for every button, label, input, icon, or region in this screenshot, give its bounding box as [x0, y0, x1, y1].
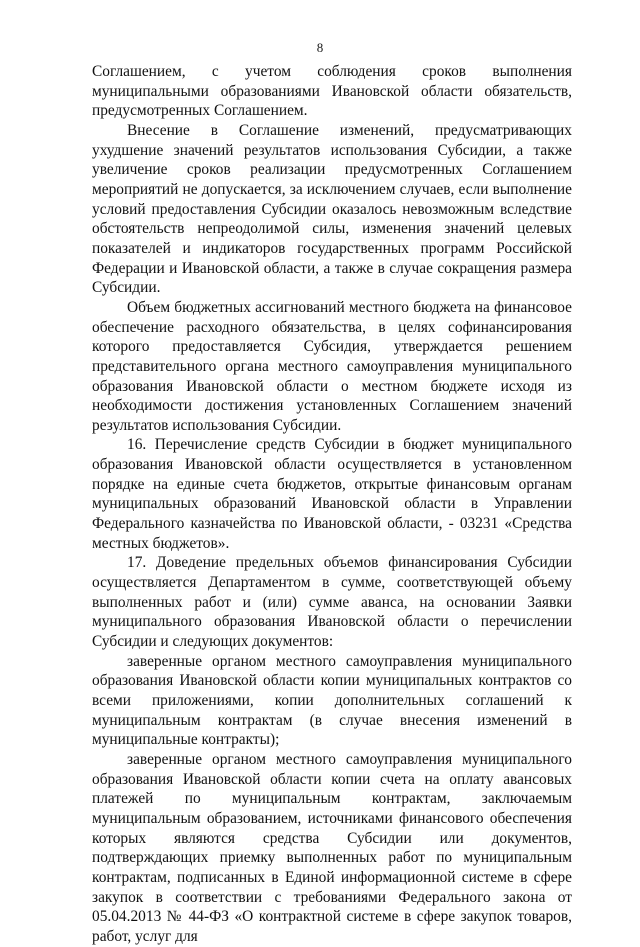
document-body: [92, 62, 572, 947]
paragraph-2: Внесение в Соглашение изменений, предусматривающих ухудшение значений результатов использования Субсидии, а также увеличение сроков реализации предусмотренных Соглашением мероприятий не допускается, за исключением случаев, если выполнение условий предоставления Субсидии оказалось невозможным вследствие обстоятельств непреодолимой силы, изменения значений целевых показателей и индикаторов государственных программ Российской Федерации и Ивановской области, а также в случае сокращения размера Субсидии.: [92, 121, 572, 297]
paragraph-3: Объем бюджетных ассигнований местного бюджета на финансовое обеспечение расходного обязательства, в целях софинансирования которого предоставляется Субсидия, утверждается решением представительного органа местного самоуправления муниципального образования Ивановской области о местном бюджете исходя из необходимости достижения установленных Соглашением значений результатов использования Субсидии.: [92, 298, 572, 434]
paragraph-item-17: 17. Доведение предельных объемов финансирования Субсидии осуществляется Департаментом в сумме, соответствующей объему выполненных работ и (или) сумме аванса, на основании Заявки муниципального образования Ивановской области о перечислении Субсидии и следующих документов:: [92, 554, 572, 651]
paragraph-contracts-copies: заверенные органом местного самоуправления муниципального образования Ивановской области копии муниципальных контрактов со всеми приложениями, копии дополнительных соглашений к муниципальным контрактам (в случае внесения изменений в муниципальные контракты);: [92, 652, 572, 749]
page-number: 8: [316, 40, 324, 55]
paragraph-item-16: 16. Перечисление средств Субсидии в бюджет муниципального образования Ивановской области осуществляется в установленном порядке на единые счета бюджетов, открытые финансовым органам муниципальных образований Ивановской области в Управлении Федерального казначейства по Ивановской области, - 03231 «Средства местных бюджетов».: [92, 436, 572, 552]
paragraph-1: Соглашением, с учетом соблюдения сроков выполнения муниципальными образованиями Ивановской области обязательств, предусмотренных Соглашением.: [92, 63, 572, 120]
paragraph-invoice-copies: заверенные органом местного самоуправления муниципального образования Ивановской области копии счета на оплату авансовых платежей по муниципальным контрактам, заключаемым муниципальным образованием, источниками финансового обеспечения которых являются средства Субсидии или документов, подтверждающих приемку выполненных работ по муниципальным контрактам, подписанных в Единой информационной системе в сфере закупок в соответствии с требованиями Федерального закона от 05.04.2013 № 44-ФЗ «О контрактной системе в сфере закупок товаров, работ, услуг для: [92, 750, 572, 945]
